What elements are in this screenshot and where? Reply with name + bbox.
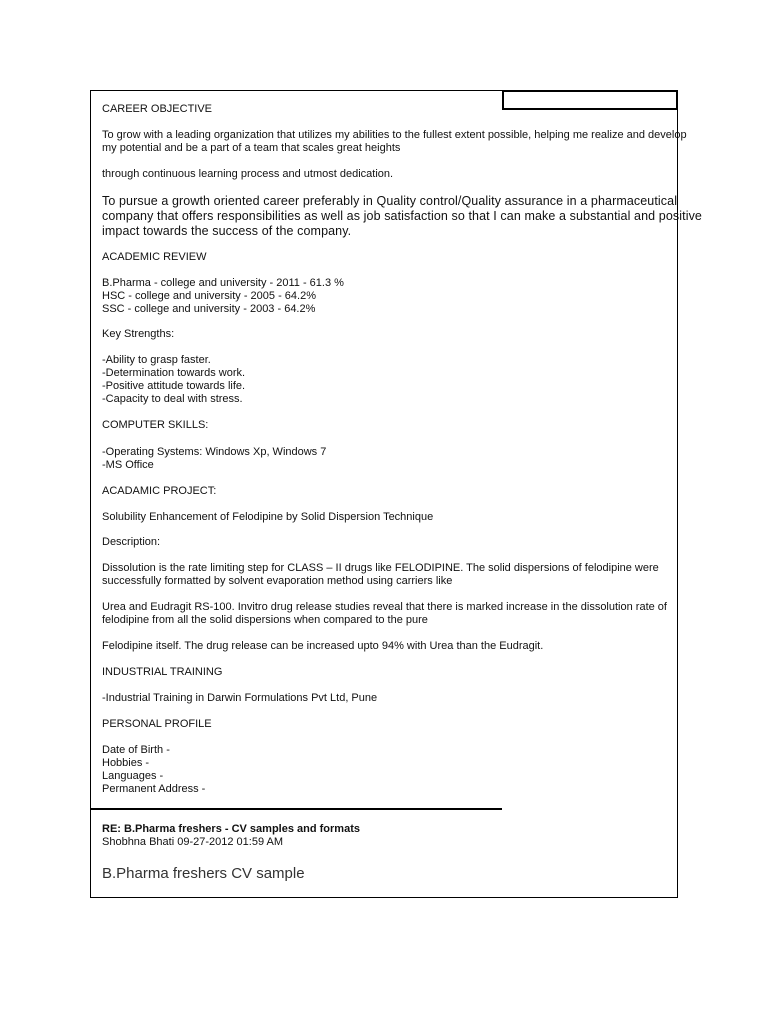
project-title: Solubility Enhancement of Felodipine by Solid Dispersion Technique	[102, 511, 434, 523]
profile-item-hobbies: Hobbies -	[102, 757, 150, 769]
divider	[90, 808, 502, 810]
strength-item: -Ability to grasp faster.	[102, 354, 211, 366]
career-objective-heading: CAREER OBJECTIVE	[102, 103, 213, 115]
description-line: Dissolution is the rate limiting step for CLASS – II drugs like FELODIPINE. The solid dispersions of felodipine were	[102, 562, 659, 574]
key-strengths-heading: Key Strengths:	[102, 328, 175, 340]
training-item: -Industrial Training in Darwin Formulations Pvt Ltd, Pune	[102, 692, 378, 704]
objective-line-1: To grow with a leading organization that utilizes my abilities to the fullest extent possible, helping me realize and develop	[102, 129, 687, 141]
profile-item-dob: Date of Birth -	[102, 744, 170, 756]
description-line: Felodipine itself. The drug release can be increased upto 94% with Urea than the Eudragit.	[102, 640, 544, 652]
post-title: RE: B.Pharma freshers - CV samples and formats	[102, 823, 360, 835]
industrial-training-heading: INDUSTRIAL TRAINING	[102, 666, 223, 678]
academic-item: HSC - college and university - 2005 - 64.2%	[102, 290, 316, 302]
profile-item-address: Permanent Address -	[102, 783, 206, 795]
description-line: successfully formatted by solvent evaporation method using carriers like	[102, 575, 453, 587]
profile-item-languages: Languages -	[102, 770, 164, 782]
post-caption: B.Pharma freshers CV sample	[102, 865, 305, 882]
corner-box	[502, 90, 678, 110]
skill-item: -Operating Systems: Windows Xp, Windows 7	[102, 446, 327, 458]
academic-item: SSC - college and university - 2003 - 64.2%	[102, 303, 316, 315]
computer-skills-heading: COMPUTER SKILLS:	[102, 419, 209, 431]
objective-para-line-1: To pursue a growth oriented career preferably in Quality control/Quality assurance in a pharmaceutical	[102, 194, 678, 208]
academic-item: B.Pharma - college and university - 2011 - 61.3 %	[102, 277, 344, 289]
strength-item: -Positive attitude towards life.	[102, 380, 246, 392]
academic-review-heading: ACADEMIC REVIEW	[102, 251, 207, 263]
post-meta: Shobhna Bhati 09-27-2012 01:59 AM	[102, 836, 284, 848]
strength-item: -Determination towards work.	[102, 367, 246, 379]
strength-item: -Capacity to deal with stress.	[102, 393, 243, 405]
objective-para-line-3: impact towards the success of the company.	[102, 224, 352, 238]
description-line: felodipine from all the solid dispersions when compared to the pure	[102, 614, 428, 626]
objective-line-3: through continuous learning process and utmost dedication.	[102, 168, 394, 180]
objective-line-2: my potential and be a part of a team that scales great heights	[102, 142, 401, 154]
description-line: Urea and Eudragit RS-100. Invitro drug release studies reveal that there is marked increase in the dissolution rate of	[102, 601, 667, 613]
personal-profile-heading: PERSONAL PROFILE	[102, 718, 212, 730]
description-label: Description:	[102, 536, 161, 548]
objective-para-line-2: company that offers responsibilities as well as job satisfaction so that I can make a substantial and positive	[102, 209, 702, 223]
skill-item: -MS Office	[102, 459, 154, 471]
project-heading: ACADAMIC PROJECT:	[102, 485, 217, 497]
